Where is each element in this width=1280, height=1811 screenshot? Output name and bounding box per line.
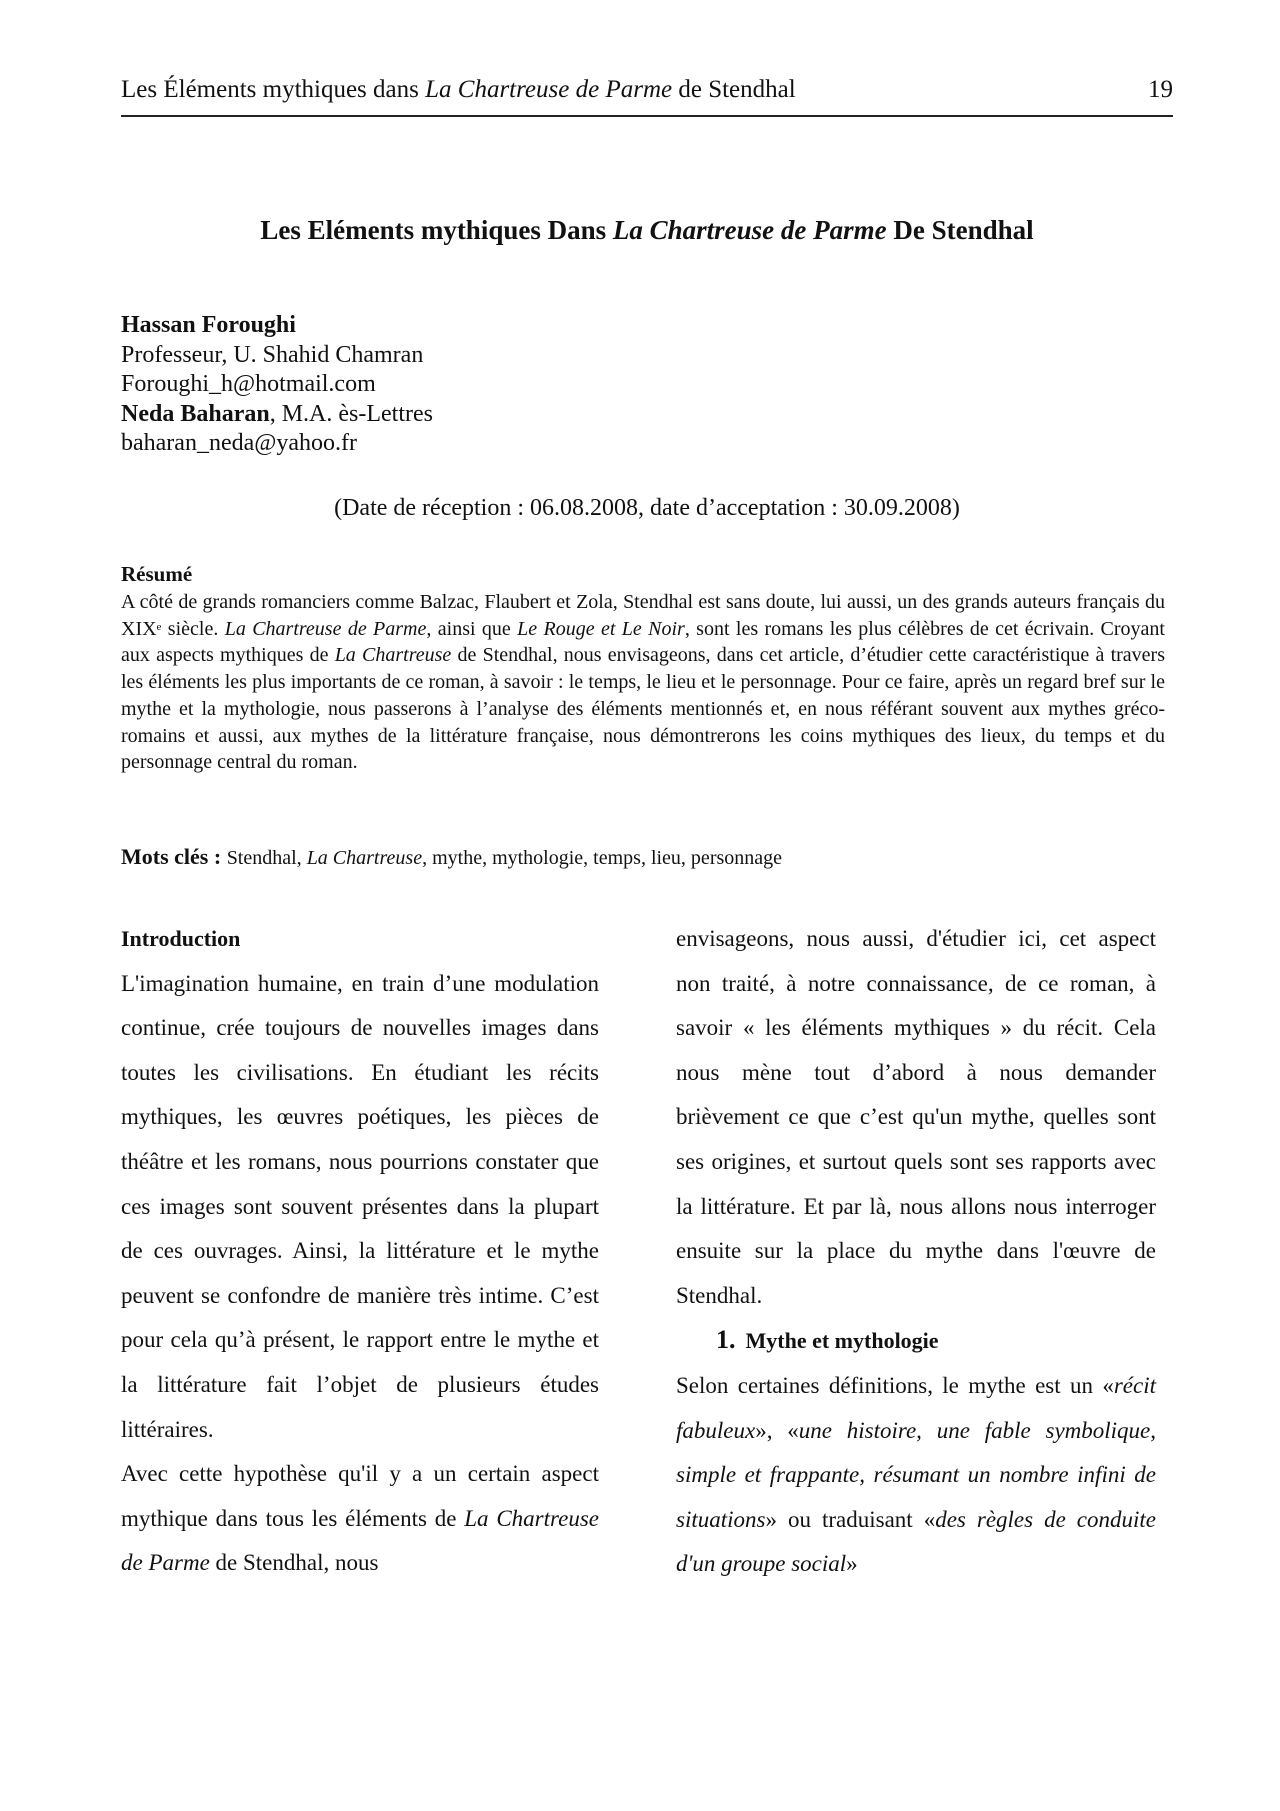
section-heading-introduction: Introduction bbox=[121, 926, 241, 951]
abstract-heading: Résumé bbox=[121, 562, 193, 586]
keywords-label: Mots clés : bbox=[121, 844, 227, 869]
paragraph: envisageons, nous aussi, d'étudier ici, cet aspect non traité, à notre connaissance, de ce roman, à savoir « les éléments mythiques » du récit. Cela nous mène tout d’abord à nous demander brièvement ce que c’est qu'un mythe, quelles sont ses origines, et surtout quels sont ses rapports avec la littérature. Et par là, nous allons nous interroger ensuite sur la place du mythe dans l'œuvre de Stendhal. bbox=[676, 926, 1156, 1308]
column-left bbox=[121, 917, 599, 1586]
author-name: Neda Baharan bbox=[121, 400, 270, 427]
paragraph: L'imagination humaine, en train d’une modulation continue, crée toujours de nouvelles images dans toutes les civilisations. En étudiant les récits mythiques, les œuvres poétiques, les pièces de théâtre et les romans, nous pourrions constater que ces images sont souvent présentes dans la plupart de ces ouvrages. Ainsi, la littérature et le mythe peuvent se confondre de manière très intime. C’est pour cela qu’à présent, le rapport entre le mythe et la littérature fait l’objet de plusieurs études littéraires. bbox=[121, 970, 599, 1442]
submission-dates: (Date de réception : 06.08.2008, date d’acceptation : 30.09.2008) bbox=[334, 495, 960, 521]
page-number: 19 bbox=[1148, 76, 1173, 103]
running-title: Les Éléments mythiques dans La Chartreuse de Parme de Stendhal bbox=[121, 76, 796, 103]
paragraph: Avec cette hypothèse qu'il y a un certain aspect mythique dans tous les éléments de La Chartreuse de Parme de Stendhal, nous bbox=[121, 1461, 599, 1576]
author-email: Foroughi_h@hotmail.com bbox=[121, 371, 376, 397]
keywords: Mots clés : Stendhal, La Chartreuse, mythe, mythologie, temps, lieu, personnage bbox=[121, 844, 783, 869]
running-header bbox=[121, 74, 1173, 106]
author-name: Hassan Foroughi bbox=[121, 312, 296, 338]
header-rule bbox=[121, 115, 1173, 117]
column-right bbox=[676, 917, 1156, 1587]
author-email: baharan_neda@yahoo.fr bbox=[121, 430, 357, 456]
author-affiliation: Professeur, U. Shahid Chamran bbox=[121, 341, 424, 368]
author-block bbox=[121, 311, 433, 459]
section-heading-mythe: 1. Mythe et mythologie bbox=[716, 1325, 939, 1355]
article-title: Les Eléments mythiques Dans La Chartreuse de Parme De Stendhal bbox=[260, 215, 1034, 245]
paragraph: Selon certaines définitions, le mythe est un «récit fabuleux», «une histoire, une fable symbolique, simple et frappante, résumant un nombre infini de situations» ou traduisant «des règles de conduite d'un groupe social» bbox=[676, 1372, 1157, 1577]
abstract-body: A côté de grands romanciers comme Balzac, Flaubert et Zola, Stendhal est sans doute, lui aussi, un des grands auteurs français du XIXe siècle. La Chartreuse de Parme, ainsi que Le Rouge et Le Noir, sont les romans les plus célèbres de cet écrivain. Croyant aux aspects mythiques de La Chartreuse de Stendhal, nous envisageons, dans cet article, d’étudier cette caractéristique à travers les éléments les plus importants de ce roman, à savoir : le temps, le lieu et le personnage. Pour ce faire, après un regard bref sur le mythe et la mythologie, nous passerons à l’analyse des éléments mentionnés et, en nous référant souvent aux mythes gréco-romains et aussi, aux mythes de la littérature française, nous démontrerons les coins mythiques des lieux, du temps et du personnage central du roman. bbox=[121, 591, 1165, 774]
author-affiliation: , M.A. ès-Lettres bbox=[269, 400, 433, 427]
